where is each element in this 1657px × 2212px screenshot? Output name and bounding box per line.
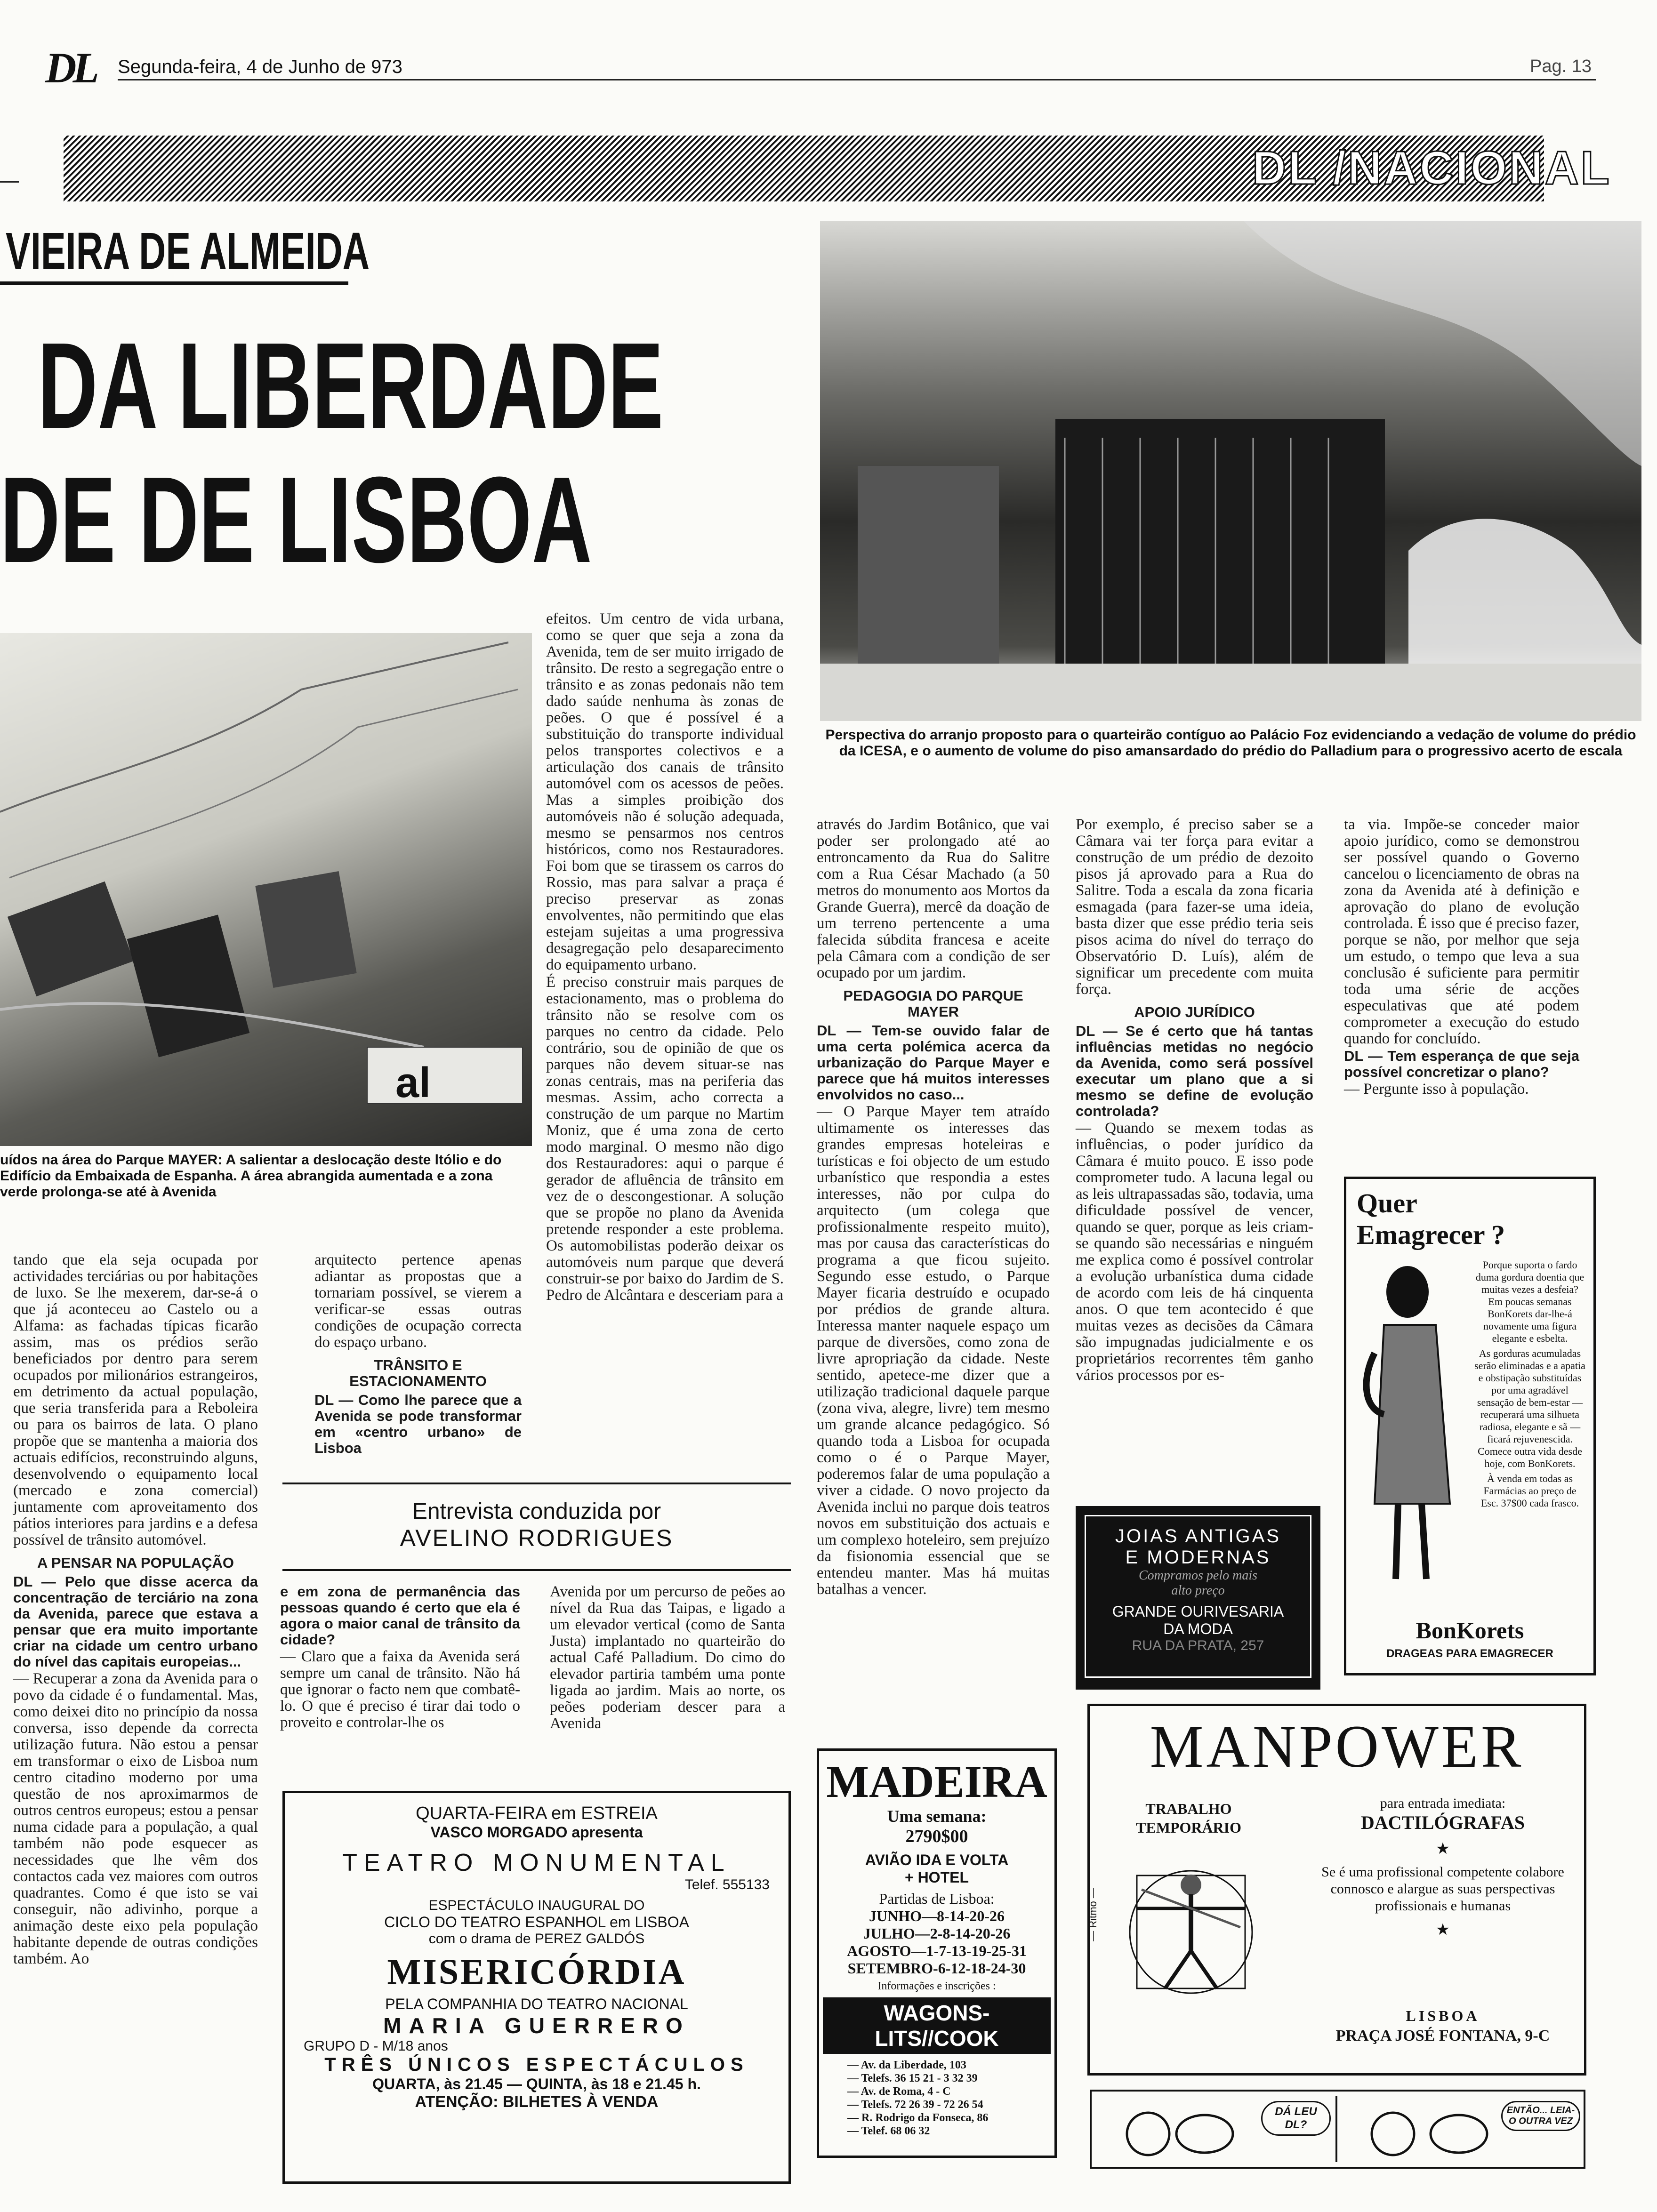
column-3-bottom bbox=[550, 1584, 785, 1733]
madeira-line: Partidas de Lisboa: bbox=[879, 1890, 995, 1907]
interview-question: DL — Como lhe parece que a Avenida se pode transformar em «centro urbano» de Lisboa bbox=[314, 1392, 522, 1456]
theatre-line: QUARTA-FEIRA em ESTREIA bbox=[416, 1803, 658, 1823]
theatre-phone: Telef. 555133 bbox=[684, 1877, 770, 1892]
paragraph: ta via. Impõe-se conceder maior apoio jurídico, como se demonstrou ser possível quando o Governo cancelou o licenciamento de obras na zona da Avenida até à definição e aprovação do plano de evolução controlada. É isso que é preciso fazer, porque se não, por melhor que seja um estudo, o tempo que leva a sua conclusão é suficiente para permitir toda uma série de acções especulativas que até podem comprometer a execução do estudo quando for concluído. bbox=[1344, 816, 1579, 1047]
manpower-star: ★ bbox=[1435, 1840, 1450, 1858]
madeira-dates: SETEMBRO-6-12-18-24-30 bbox=[847, 1960, 1026, 1977]
masthead-logo: DL bbox=[45, 44, 96, 92]
manpower-star: ★ bbox=[1435, 1921, 1450, 1939]
author-rule bbox=[0, 281, 348, 285]
interview-credit-box bbox=[282, 1483, 791, 1571]
theatre-line: CICLO DO TEATRO ESPANHOL em LISBOA bbox=[384, 1914, 689, 1931]
woman-figure-illustration bbox=[1356, 1259, 1473, 1588]
manpower-logo: MANPOWER bbox=[1150, 1713, 1524, 1780]
subhead-pedagogia: PEDAGOGIA DO PARQUE MAYER bbox=[843, 987, 1023, 1020]
page-number: Pag. 13 bbox=[1530, 56, 1592, 76]
address-line: — Av. da Liberdade, 103 bbox=[847, 2059, 966, 2071]
masthead-rule bbox=[118, 79, 1596, 80]
company-name: MARIA GUERRERO bbox=[383, 2013, 690, 2038]
plan-caption: uídos na área do Parque MAYER: A salientar a deslocação deste ltólio e do Edifício da Embaixada de Espanha. A área abrangida aumentada e a zona verde prolonga-se até à Avenida bbox=[0, 1152, 502, 1200]
manpower-address: PRAÇA JOSÉ FONTANA, 9-C bbox=[1335, 2027, 1550, 2044]
madeira-price: 2790$00 bbox=[905, 1827, 968, 1846]
subhead-transito: TRÂNSITO E ESTACIONAMENTO bbox=[349, 1357, 487, 1389]
plan-label: al bbox=[395, 1059, 431, 1106]
perspective-caption: Perspectiva do arranjo proposto para o quarteirão contíguo ao Palácio Foz evidenciando a vedação de volume do prédio da ICESA, e o aumento de volume do piso amansardado do prédio do Palladium para o progressivo acerto de escala bbox=[825, 727, 1636, 759]
jewellery-line: GRANDE OURIVESARIA bbox=[1112, 1603, 1284, 1620]
paragraph: — O Parque Mayer tem atraído ultimamente os interesses das grandes empresas hoteleiras e turísticas e foi objecto de um estudo urbanístico que respondia a estes interesses, não por culpa do arquitecto (um colega que profissionalmente respeito muito), mas por causa das características do programa a que ficou sujeito. Segundo esse estudo, o Parque Mayer ficaria destruído e ocupado por prédios de grande altura. Interessa manter naquele espaço um parque de diversões, como zona de livre apropriação da cidade. Neste sentido, apetece-me dizer que a utilização tradicional daquele parque (zona viva, alegre, livre) tem mesmo um grande alcance pedagógico. Só quando toda a Lisboa for ocupada como o é o Parque Mayer, poderemos falar de uma população a viver a cidade. O novo projecto da Avenida inclui no parque dois teatros novos em substituição dos actuais e um complexo hoteleiro, sem prejuízo da fisionomia essencial que se entendeu manter. Mas há muitas batalhas a vencer. bbox=[817, 1103, 1050, 1598]
bonkorets-brand: BonKorets bbox=[1416, 1617, 1524, 1643]
madeira-line: Informações e inscrições : bbox=[877, 1980, 996, 1992]
theatre-ad bbox=[282, 1791, 791, 2184]
manpower-side-text: — Ritmo — bbox=[1086, 1888, 1099, 1941]
play-title: MISERICÓRDIA bbox=[387, 1952, 686, 1992]
column-5 bbox=[1076, 817, 1313, 1385]
madeira-title: MADEIRA bbox=[826, 1756, 1047, 1807]
manpower-right bbox=[1316, 1795, 1570, 1945]
manpower-left: TEMPORÁRIO bbox=[1136, 1819, 1241, 1836]
jewellery-line: Compramos pelo mais bbox=[1138, 1568, 1257, 1583]
headline-line-1: DA LIBERDADE bbox=[38, 318, 664, 454]
address-line: — Telef. 68 06 32 bbox=[847, 2125, 930, 2137]
address-line: — Telefs. 36 15 21 - 3 32 39 bbox=[847, 2072, 978, 2084]
speech-bubble-2: ENTÃO... LEIA-O OUTRA VEZ bbox=[1501, 2101, 1580, 2131]
headline-line-2: DE DE LISBOA bbox=[0, 452, 592, 588]
urban-plan-image bbox=[0, 633, 532, 1146]
manpower-left: TRABALHO bbox=[1145, 1800, 1232, 1817]
vitruvian-man-illustration bbox=[1123, 1847, 1259, 2017]
column-4 bbox=[817, 817, 1050, 1599]
jewellery-line: DA MODA bbox=[1163, 1620, 1233, 1637]
column-3-top bbox=[546, 611, 784, 1305]
wagons-lits-logo: WAGONS-LITS//COOK bbox=[823, 1997, 1051, 2054]
paragraph: — Quando se mexem todas as influências, o poder jurídico da Câmara é muito pouco. E isso pode comprometer tudo. A lacuna legal ou as leis ultrapassadas são, todavia, uma dificuldade possível de vencer, quando se quer, porque as leis criam-se quando são necessárias e ninguém me explica como é possível controlar a evolução urbanística duma cidade de acordo com leis de há cinquenta anos. O que tem acontecido é que muitas vezes as decisões da Câmara são impugnadas judicialmente e os proprietários recorrentes têm ganho vários processos por es- bbox=[1076, 1120, 1313, 1384]
paragraph: É preciso construir mais parques de estacionamento, mas o problema do trânsito não se resolve com os parques no centro da cidade. Pelo contrário, sou de opinião de que os parques não devem situar-se nas zonas centrais, mas na periferia das mesmas. Assim, acho correcta a construção de um parque no Martim Moniz, que é uma zona de certo modo marginal. O mesmo não digo dos Restauradores: aqui o parque é gerador de afluência de trânsito em vez de o descongestionar. A solução que se propõe no plano da Avenida pretende responder a este problema. Os automobilistas poderão deixar os automóveis num parque que deverá construir-se por baixo do Jardim de S. Pedro de Alcântara e desceriam para a bbox=[546, 974, 784, 1304]
bonkorets-title: Quer bbox=[1357, 1188, 1417, 1218]
theatre-line: ESPECTÁCULO INAUGURAL DO bbox=[428, 1898, 645, 1913]
subhead-populacao: A PENSAR NA POPULAÇÃO bbox=[37, 1555, 234, 1571]
column-6 bbox=[1344, 817, 1579, 1098]
speech-bubble-1: DÁ LEU DL? bbox=[1261, 2101, 1331, 2136]
column-2-top bbox=[314, 1252, 522, 1457]
paragraph: — Claro que a faixa da Avenida será sempre um canal de trânsito. Não há que ignorar o facto nem que combatê-lo. O que é preciso é tirar dai todo o proveito e controlar-lhe os bbox=[280, 1648, 520, 1731]
left-rule bbox=[0, 181, 19, 183]
theatre-line: ATENÇÃO: BILHETES À VENDA bbox=[415, 2093, 659, 2111]
theatre-line: GRUPO D - M/18 anos bbox=[304, 2038, 448, 2054]
bonkorets-title: Emagrecer ? bbox=[1357, 1219, 1505, 1250]
interview-question: e em zona de permanência das pessoas quando é certo que ela é agora o maior canal de trânsito da cidade? bbox=[280, 1583, 520, 1648]
paragraph: tando que ela seja ocupada por actividades terciárias ou por habitações de luxo. Se lhe mexerem, dar-se-á o que já aconteceu ao Castelo ou a Alfama: as fachadas típicas ficarão assim, mas os prédios serão beneficiados por dentro para serem ocupados por milionários estrangeiros, em detrimento da actual população, que seria transferida para a Reboleira ou para os bairros de lata. O plano propõe que se mantenha a maioria dos actuais edifícios, reconstruindo alguns, desenvolvendo o equipamento local (mercado e zona comercial) juntamente com aproveitamento dos pátios interiores para jardins e a defesa possível de trânsito automóvel. bbox=[13, 1251, 258, 1548]
madeira-line: AVIÃO IDA E VOLTA bbox=[865, 1851, 1009, 1868]
interview-question: DL — Tem esperança de que seja possível concretizar o plano? bbox=[1344, 1048, 1579, 1080]
address-line: — Telefs. 72 26 39 - 72 26 54 bbox=[847, 2099, 983, 2111]
theatre-line: VASCO MORGADO apresenta bbox=[430, 1824, 643, 1841]
manpower-city: LISBOA bbox=[1406, 2007, 1480, 2024]
bonkorets-tagline: DRAGEAS PARA EMAGRECER bbox=[1386, 1647, 1553, 1660]
masthead-date: Segunda-feira, 4 de Junho de 973 bbox=[118, 56, 402, 77]
paragraph: Avenida por um percurso de peões ao nível da Rua das Taipas, e ligado a um elevador vertical (como de Santa Justa) implantado no quarteirão do actual Café Palladium. Do cimo do elevador partiria também uma ponte ligada ao jardim. Mais ao norte, os peões poderiam descer para a Avenida bbox=[550, 1583, 785, 1732]
column-1 bbox=[13, 1252, 258, 1968]
subhead-apoio: APOIO JURÍDICO bbox=[1134, 1004, 1255, 1020]
madeira-dates: JUNHO—8-14-20-26 bbox=[869, 1907, 1005, 1924]
madeira-ad bbox=[817, 1748, 1057, 2158]
section-title: DL /NACIONAL bbox=[1252, 142, 1611, 194]
paragraph: — Pergunte isso à população. bbox=[1344, 1081, 1529, 1098]
jewellery-ad bbox=[1076, 1506, 1320, 1690]
author-name: VIEIRA DE ALMEIDA bbox=[6, 222, 370, 280]
madeira-dates: AGOSTO—1-7-13-19-25-31 bbox=[847, 1942, 1027, 1959]
madeira-dates: JULHO—2-8-14-20-26 bbox=[863, 1925, 1011, 1942]
paragraph: Porque suporta o fardo duma gordura doentia que muitas vezes a desfeia? Em poucas semanas BonKorets dar-lhe-á novamente uma figura elegante e esbelta. bbox=[1475, 1259, 1585, 1344]
paragraph: — Recuperar a zona da Avenida para o povo da cidade é o fundamental. Mas, como deixei dito no princípio da nossa conversa, isso depende da correcta utilização futura. Não estou a pensar em transformar o eixo de Lisboa num centro citadino moderno por uma questão de nos aproximarmos de outros centros europeus; estou a pensar numa cidade para a população, a qual também não pode esquecer as necessidades que lhe vêm dos contactos cada vez maiores com outros quadrantes. Como é que isto se vai conseguir, não adivinho, porque a animação deste eixo pela população habitante depende de outras condições também. Ao bbox=[13, 1670, 258, 1967]
address-line: — Av. de Roma, 4 - C bbox=[847, 2085, 951, 2098]
manpower-job: DACTILÓGRAFAS bbox=[1360, 1812, 1525, 1833]
bonkorets-ad bbox=[1344, 1177, 1596, 1675]
paragraph: Por exemplo, é preciso saber se a Câmara vai ter força para evitar a construção de um prédio de dezoito pisos já aprovado para a Rua do Salitre. Toda a escala da zona ficaria esmagada (para fazer-se uma ideia, basta dizer que esse prédio teria seis pisos acima do nível do terraço do Observatório D. Luís), além de significar um precedente com muita força. bbox=[1076, 816, 1313, 998]
interview-line-1: Entrevista conduzida por bbox=[412, 1499, 661, 1524]
jewellery-line: alto preço bbox=[1171, 1583, 1225, 1598]
manpower-ad bbox=[1087, 1704, 1586, 2076]
comic-strip bbox=[1090, 2090, 1585, 2169]
interview-question: DL — Tem-se ouvido falar de uma certa polémica acerca da urbanização do Parque Mayer e parece que há muitos interesses envolvidos no caso... bbox=[817, 1022, 1050, 1103]
perspective-drawing bbox=[820, 221, 1641, 721]
jewellery-line: JOIAS ANTIGAS bbox=[1115, 1526, 1281, 1547]
comic-character-illustration bbox=[1101, 2096, 1572, 2162]
paragraph: efeitos. Um centro de vida urbana, como se quer que seja a zona da Avenida, tem de ser muito irrigado de trânsito. De resto a segregação entre o trânsito e as zonas pedonais não tem dado saúde nenhuma às zonas de peões. O que é possível é a substituição do transporte individual pelos transportes colectivos e a articulação dos canais de trânsito automóvel com os acessos de peões. Mas a simples proibição dos automóveis não é solução adequada, mesmo se pensarmos nos centros históricos, como nos Restauradores. Foi bom que se tirassem os carros do Rossio, mas para salvar a praça é preciso preservar as zonas envolventes, não permitindo que elas estejam sujeitas a uma progressiva desagregação pelo desaparecimento do equipamento urbano. bbox=[546, 610, 784, 973]
interview-line-2: AVELINO RODRIGUES bbox=[400, 1525, 674, 1551]
theatre-name: TEATRO MONUMENTAL bbox=[342, 1849, 731, 1876]
paragraph: As gorduras acumuladas serão eliminadas e a apatia e obstipação substituídas por uma agradável sensação de bem-estar — recuperará uma silhueta radiosa, elegante e sã — ficará rejuvenescida. Comece outra vida desde hoje, com BonKorets. bbox=[1474, 1347, 1585, 1469]
interview-question: DL — Pelo que disse acerca da concentração de terciário na zona da Avenida, parece que estava a pensar que era muito importante criar na cidade um centro urbano do nível das capitais europeias... bbox=[13, 1573, 258, 1670]
jewellery-address: RUA DA PRATA, 257 bbox=[1132, 1638, 1264, 1653]
paragraph: À venda em todas as Farmácias ao preço de Esc. 37$00 cada frasco. bbox=[1480, 1473, 1579, 1509]
paragraph: através do Jardim Botânico, que vai poder ser prolongado até ao entroncamento da Rua do Salitre com a Rua César Machado (a 50 metros do monumento aos Mortos da Grande Guerra), mercê da doação de um terreno pertencente a uma falecida súbdita francesa e aceite pela Câmara com a condição de ser ocupado por um jardim. bbox=[817, 816, 1050, 981]
theatre-line: com o drama de PEREZ GALDÓS bbox=[428, 1931, 645, 1947]
theatre-line: TRÊS ÚNICOS ESPECTÁCULOS bbox=[324, 2054, 749, 2075]
paragraph: arquitecto pertence apenas adiantar as propostas que a tornariam possível, se vierem a verificar-se essas outras condições de ocupação correcta do espaço urbano. bbox=[314, 1251, 522, 1351]
theatre-line: PELA COMPANHIA DO TEATRO NACIONAL bbox=[385, 1996, 688, 2012]
jewellery-line: E MODERNAS bbox=[1125, 1547, 1271, 1568]
address-line: — R. Rodrigo da Fonseca, 86 bbox=[847, 2112, 989, 2124]
madeira-line: + HOTEL bbox=[904, 1869, 969, 1886]
madeira-line: Uma semana: bbox=[887, 1807, 987, 1826]
interview-question: DL — Se é certo que há tantas influências metidas no negócio da Avenida, como será possível executar um plano que a si mesmo se define de evolução controlada? bbox=[1076, 1023, 1313, 1119]
manpower-line: para entrada imediata: bbox=[1380, 1795, 1506, 1811]
madeira-address bbox=[819, 2059, 1054, 2138]
manpower-line: Se é uma profissional competente colabore connosco e alargue as suas perspectivas profissionais e humanas bbox=[1321, 1864, 1564, 1914]
column-2-bottom bbox=[280, 1584, 520, 1732]
bonkorets-text bbox=[1473, 1259, 1586, 1509]
theatre-line: QUARTA, às 21.45 — QUINTA, às 18 e 21.45 h. bbox=[372, 2076, 701, 2092]
